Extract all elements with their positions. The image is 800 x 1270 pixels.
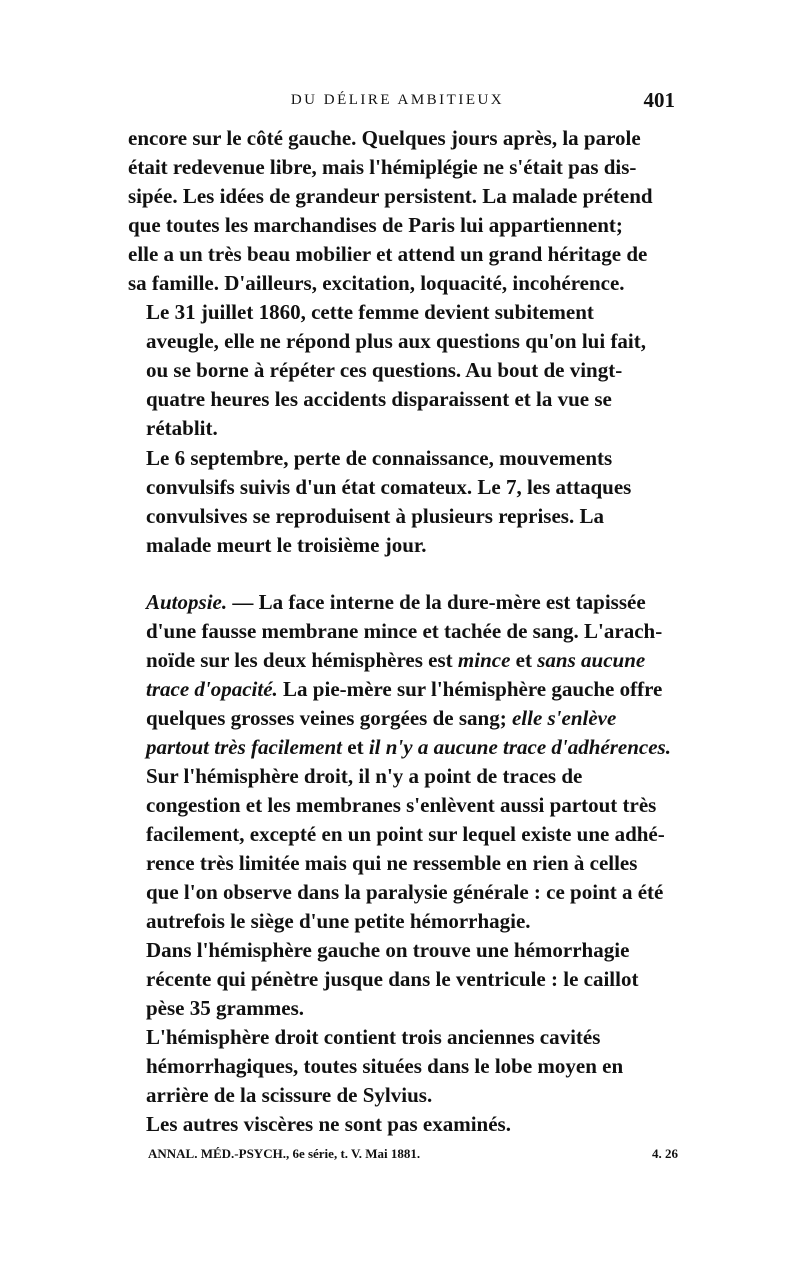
text-line: ou se borne à répéter ces questions. Au bout de vingt- bbox=[146, 358, 623, 382]
text-line: d'une fausse membrane mince et tachée de sang. L'arach- bbox=[146, 619, 663, 643]
autopsy-text: et bbox=[342, 735, 369, 759]
paragraph-cavities bbox=[128, 1023, 674, 1110]
text-line bbox=[128, 588, 674, 617]
autopsy-emphasis: elle s'enlève bbox=[511, 706, 617, 730]
text-line: pèse 35 grammes. bbox=[146, 996, 305, 1020]
paragraph-death bbox=[128, 444, 674, 560]
autopsy-emphasis: mince bbox=[457, 648, 511, 672]
paragraph-autopsy bbox=[128, 588, 674, 762]
text-line: encore sur le côté gauche. Quelques jours après, la parole bbox=[128, 126, 641, 150]
autopsy-text: et bbox=[510, 648, 538, 672]
text-line: aveugle, elle ne répond plus aux questions qu'on lui fait, bbox=[146, 329, 647, 353]
text-line: sa famille. D'ailleurs, excitation, loquacité, incohérence. bbox=[128, 271, 625, 295]
text-line: facilement, excepté en un point sur lequel existe une adhé- bbox=[146, 822, 665, 846]
text-line: rence très limitée mais qui ne ressemble en rien à celles bbox=[146, 851, 638, 875]
text-line: congestion et les membranes s'enlèvent aussi partout très bbox=[146, 793, 657, 817]
text-line: convulsifs suivis d'un état comateux. Le 7, les attaques bbox=[146, 475, 632, 499]
text-line bbox=[128, 733, 674, 762]
text-line: convulsives se reproduisent à plusieurs reprises. La bbox=[146, 504, 604, 528]
text-line: arrière de la scissure de Sylvius. bbox=[146, 1083, 433, 1107]
text-line: était redevenue libre, mais l'hémiplégie ne s'était pas dis- bbox=[128, 155, 637, 179]
autopsy-label: Autopsie. bbox=[146, 590, 228, 614]
paragraph-viscera bbox=[128, 1110, 674, 1139]
text-line: Les autres viscères ne sont pas examinés. bbox=[146, 1112, 511, 1136]
text-line: hémorrhagiques, toutes situées dans le lobe moyen en bbox=[146, 1054, 624, 1078]
sheet-signature: 4. 26 bbox=[652, 1146, 678, 1161]
text-line: L'hémisphère droit contient trois anciennes cavités bbox=[146, 1025, 601, 1049]
autopsy-text: quelques grosses veines gorgées de sang; bbox=[146, 706, 512, 730]
autopsy-emphasis: sans aucune bbox=[537, 648, 646, 672]
autopsy-emphasis: partout très facilement bbox=[146, 735, 342, 759]
text-line bbox=[128, 646, 674, 675]
paragraph-blindness bbox=[128, 298, 674, 443]
autopsy-emphasis: trace d'opacité. bbox=[146, 677, 278, 701]
text-line bbox=[128, 675, 674, 704]
body-text bbox=[128, 124, 674, 1139]
autopsy-text: La pie-mère sur l'hémisphère gauche offre bbox=[277, 677, 663, 701]
text-line: Sur l'hémisphère droit, il n'y a point de traces de bbox=[146, 764, 583, 788]
page-number: 401 bbox=[643, 88, 675, 112]
text-line: que l'on observe dans la paralysie générale : ce point a été bbox=[146, 880, 664, 904]
text-line: Le 6 septembre, perte de connaissance, mouvements bbox=[146, 446, 613, 470]
text-line: rétablit. bbox=[146, 416, 218, 440]
text-line bbox=[128, 704, 674, 733]
paragraph-clinical-course bbox=[128, 124, 674, 298]
autopsy-text: — La face interne de la dure-mère est tapissée bbox=[227, 590, 646, 614]
journal-signature: ANNAL. MÉD.-PSYCH., 6e série, t. V. Mai 1881. bbox=[148, 1146, 421, 1161]
text-line: que toutes les marchandises de Paris lui appartiennent; bbox=[128, 213, 623, 237]
text-line: malade meurt le troisième jour. bbox=[146, 533, 427, 557]
paragraph-right-hemisphere bbox=[128, 762, 674, 936]
text-line: elle a un très beau mobilier et attend un grand héritage de bbox=[128, 242, 648, 266]
text-line: Le 31 juillet 1860, cette femme devient subitement bbox=[146, 300, 594, 324]
page-header bbox=[120, 88, 675, 120]
text-line: récente qui pénètre jusque dans le ventricule : le caillot bbox=[146, 967, 639, 991]
autopsy-emphasis: il n'y a aucune trace d'adhérences. bbox=[368, 735, 671, 759]
paragraph-left-hemisphere bbox=[128, 936, 674, 1023]
text-line: sipée. Les idées de grandeur persistent. La malade prétend bbox=[128, 184, 653, 208]
text-line: autrefois le siège d'une petite hémorrhagie. bbox=[146, 909, 531, 933]
running-head: DU DÉLIRE AMBITIEUX bbox=[290, 92, 505, 108]
text-line: Dans l'hémisphère gauche on trouve une hémorrhagie bbox=[146, 938, 630, 962]
autopsy-text: noïde sur les deux hémisphères est bbox=[146, 648, 458, 672]
text-line: quatre heures les accidents disparaissent et la vue se bbox=[146, 387, 612, 411]
